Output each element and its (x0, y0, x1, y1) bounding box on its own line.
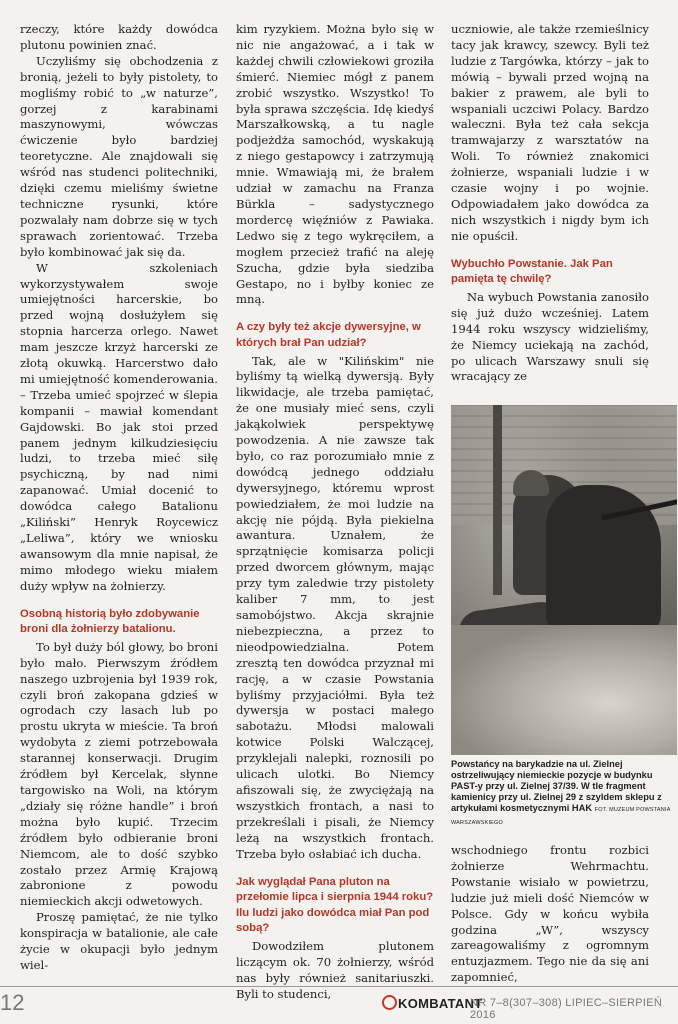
page-number: 12 (0, 990, 25, 1015)
paragraph: Uczyliśmy się obchodzenia z bronią, jeżeli to były pistolety, to mogliśmy robić to „w naturze”, gorzej z karabinami maszynowymi, wówczas ćwiczenie było bardziej teoretyczne. Ale znajdowali się wśród nas studenci politechniki, dzięki czemu mieliśmy świetne techniczne rysunki, które pozwalały nam dobrze się w tych sprawach zorientować. Trzeba było kombinować jak się da. (20, 53, 218, 259)
paragraph: Tak, ale w "Kilińskim" nie byliśmy tą wielką dywersją. Były likwidacje, ale trzeba pamiętać, że one musiały mieć sens, czyli jakąkolwiek perspektywę powodzenia. A nie zawsze tak było, co raz porozumiało mnie z dowódcą jednego oddziału dywersyjnego, któremu wprost powiedziałem, że moi ludzie na akcję nie pójdą. Była piekielna awantura. Uznałem, że sprzątnięcie komisarza policji przed dworcem głównym, mając przy tym zaledwie trzy pistolety kaliber 7 mm, to jest samobójstwo. Akcja skrajnie niebezpieczna, a przez to nieodpowiedzialna. Potem zresztą ten dowódca przyznał mi rację, a w czasie Powstania byliśmy przyjaciółmi. Była też dywersja w postaci małego sabotażu. Młodsi malowali kotwice Polski Walczącej, przyklejali nalepki, roznosili po ulicach ulotki. Bo Niemcy afiszowali się, że zwyciężają na wszystkich frontach, a nasi to przekreślali i pisali, że Niemcy leżą na wszystkich frontach. Trzeba było osłabiać ich ducha. (236, 353, 434, 861)
paragraph: rzeczy, które każdy dowódca plutonu powinien znać. (20, 22, 218, 52)
caption-text: Powstańcy na barykadzie na ul. Zielnej ostrzeliwujący niemieckie pozycje w budynku PAST-y przy ul. Zielnej 37/39. W tle fragment kamienicy przy ul. Zielnej 29 z szyldem sklepu z artykułami kosmetycznymi HAK (451, 759, 662, 813)
column-3 (451, 22, 649, 385)
column-1 (20, 22, 218, 974)
paragraph: W szkoleniach wykorzystywałem swoje umiejętności harcerskie, bo przed wojną dosłużyłem się stopnia harcerza orlego. Nawet mam jeszcze krzyż harcerski ze złotą okuwką. Harcerstwo dało mi umiejętność komenderowania. – Trzeba umieć spojrzeć w ślepia kompanii – mawiał komendant Gajdowski. Bo jak stoi przed panem jednym kilkudziesięciu ludzi, to trzeba mieć siłę psychiczną, by nad nimi zapanować. Umiał docenić to dowódca całego Batalionu „Kiliński” Henryk Roycewicz „Leliwa”, który we wniosku awansowym dla mnie napisał, że mimo młodego wieku miałem duży wpływ na żołnierzy. (20, 260, 218, 593)
paragraph: To był duży ból głowy, bo broni było mało. Pierwszym źródłem naszego uzbrojenia był 1939 rok, czyli broń zakopana gdzieś w ogrodach czy lasach lub po prostu ukryta w mieście. Ta broń wydobyta z ziemi potrzebowała starannej konserwacji. Drugim źródłem był Kercelak, słynne targowisko na Woli, na którym „działy się różne handle” i broń można było kupić. Trzecim źródłem było odbieranie broni Niemcom, ale to dość szybko zostało przez Armię Krajową zabronione z powodu niemieckich akcji odwetowych. (20, 639, 218, 909)
column-2 (236, 22, 434, 1003)
logo-text: KOMBATANT (398, 996, 483, 1011)
column-3-continued (451, 843, 649, 986)
footer-divider (0, 986, 678, 987)
question-heading: Wybuchło Powstanie. Jak Pan pamięta tę chwilę? (451, 257, 613, 286)
paragraph: Proszę pamiętać, że nie tylko konspiracja w batalionie, ale całe życie w okupacji było jednym wiel- (20, 910, 218, 972)
emblem-icon (382, 995, 397, 1010)
magazine-logo (381, 995, 483, 1011)
photo-credit: FOT. MUZEUM POWSTANIA WARSZAWSKIEGO (451, 807, 671, 826)
question-heading: Osobną historią było zdobywanie broni dla żołnierzy batalionu. (20, 607, 200, 636)
barricade-photo (451, 405, 677, 755)
paragraph: wschodniego frontu rozbici żołnierze Wehrmachtu. Powstanie wisiało w powietrzu, ludzie już mieli dość Niemców w Polsce. Gdy w końcu wybiła godzina „W”, wszyscy zareagowaliśmy z ogromnym entuzjazmem. Tego nie da się ani zapomnieć, (451, 843, 649, 985)
paragraph: Dowodziłem plutonem liczącym ok. 70 żołnierzy, wśród nas były również sanitariuszki. Byli to studenci, (236, 938, 434, 1001)
paragraph: kim ryzykiem. Można było się w nic nie angażować, a i tak w każdej chwili człowiekowi groziła śmierć. Niemiec mógł z panem zrobić wszystko. Wszystko! To była sprawa szczęścia. Idę kiedyś Marszałkowską, a tu nagle podjeżdża samochód, wyskakują z niego gestapowcy i zatrzymują mnie. Wmawiają mi, że brałem udział w zamachu na Franza Bürkla – sadystycznego mordercę więźniów z Pawiaka. Ledwo się z tego wykręciłem, a mogłem przecież trafić na aleję Szucha, gdzie była siedziba Gestapo, no i byłby koniec ze mną. (236, 22, 434, 307)
issue-info: NR 7–8(307–308) LIPIEC–SIERPIEŃ 2016 (470, 997, 663, 1021)
paragraph: uczniowie, ale także rzemieślnicy tacy jak krawcy, szewcy. Byli też ludzie z Targówka, którzy – jak to mówią – bywali przed wojną na bakier z prawem, ale byli to wspaniali uczciwi Polacy. Bardzo waleczni. Była też cała sekcja tramwajarzy z warsztatów na Woli. To również znakomici żołnierze, wspaniali ludzie i w czasie wojny i po wojnie. Odpowiadałem jako dowódca za nich wszystkich i nigdy bym ich nie opuścił. (451, 22, 649, 243)
question-heading: A czy były też akcje dywersyjne, w których brał Pan udział? (236, 321, 421, 349)
photo-caption (451, 759, 677, 829)
question-heading: Jak wyglądał Pana pluton na przełomie lipca i sierpnia 1944 roku? Ilu ludzi jako dowódca miał Pan pod sobą? (236, 875, 434, 935)
paragraph: Na wybuch Powstania zanosiło się już dużo wcześniej. Latem 1944 roku wszyscy widzieliśmy, że Niemcy uciekają na zachód, po ulicach Warszawy snuli się wracający ze (451, 289, 649, 384)
